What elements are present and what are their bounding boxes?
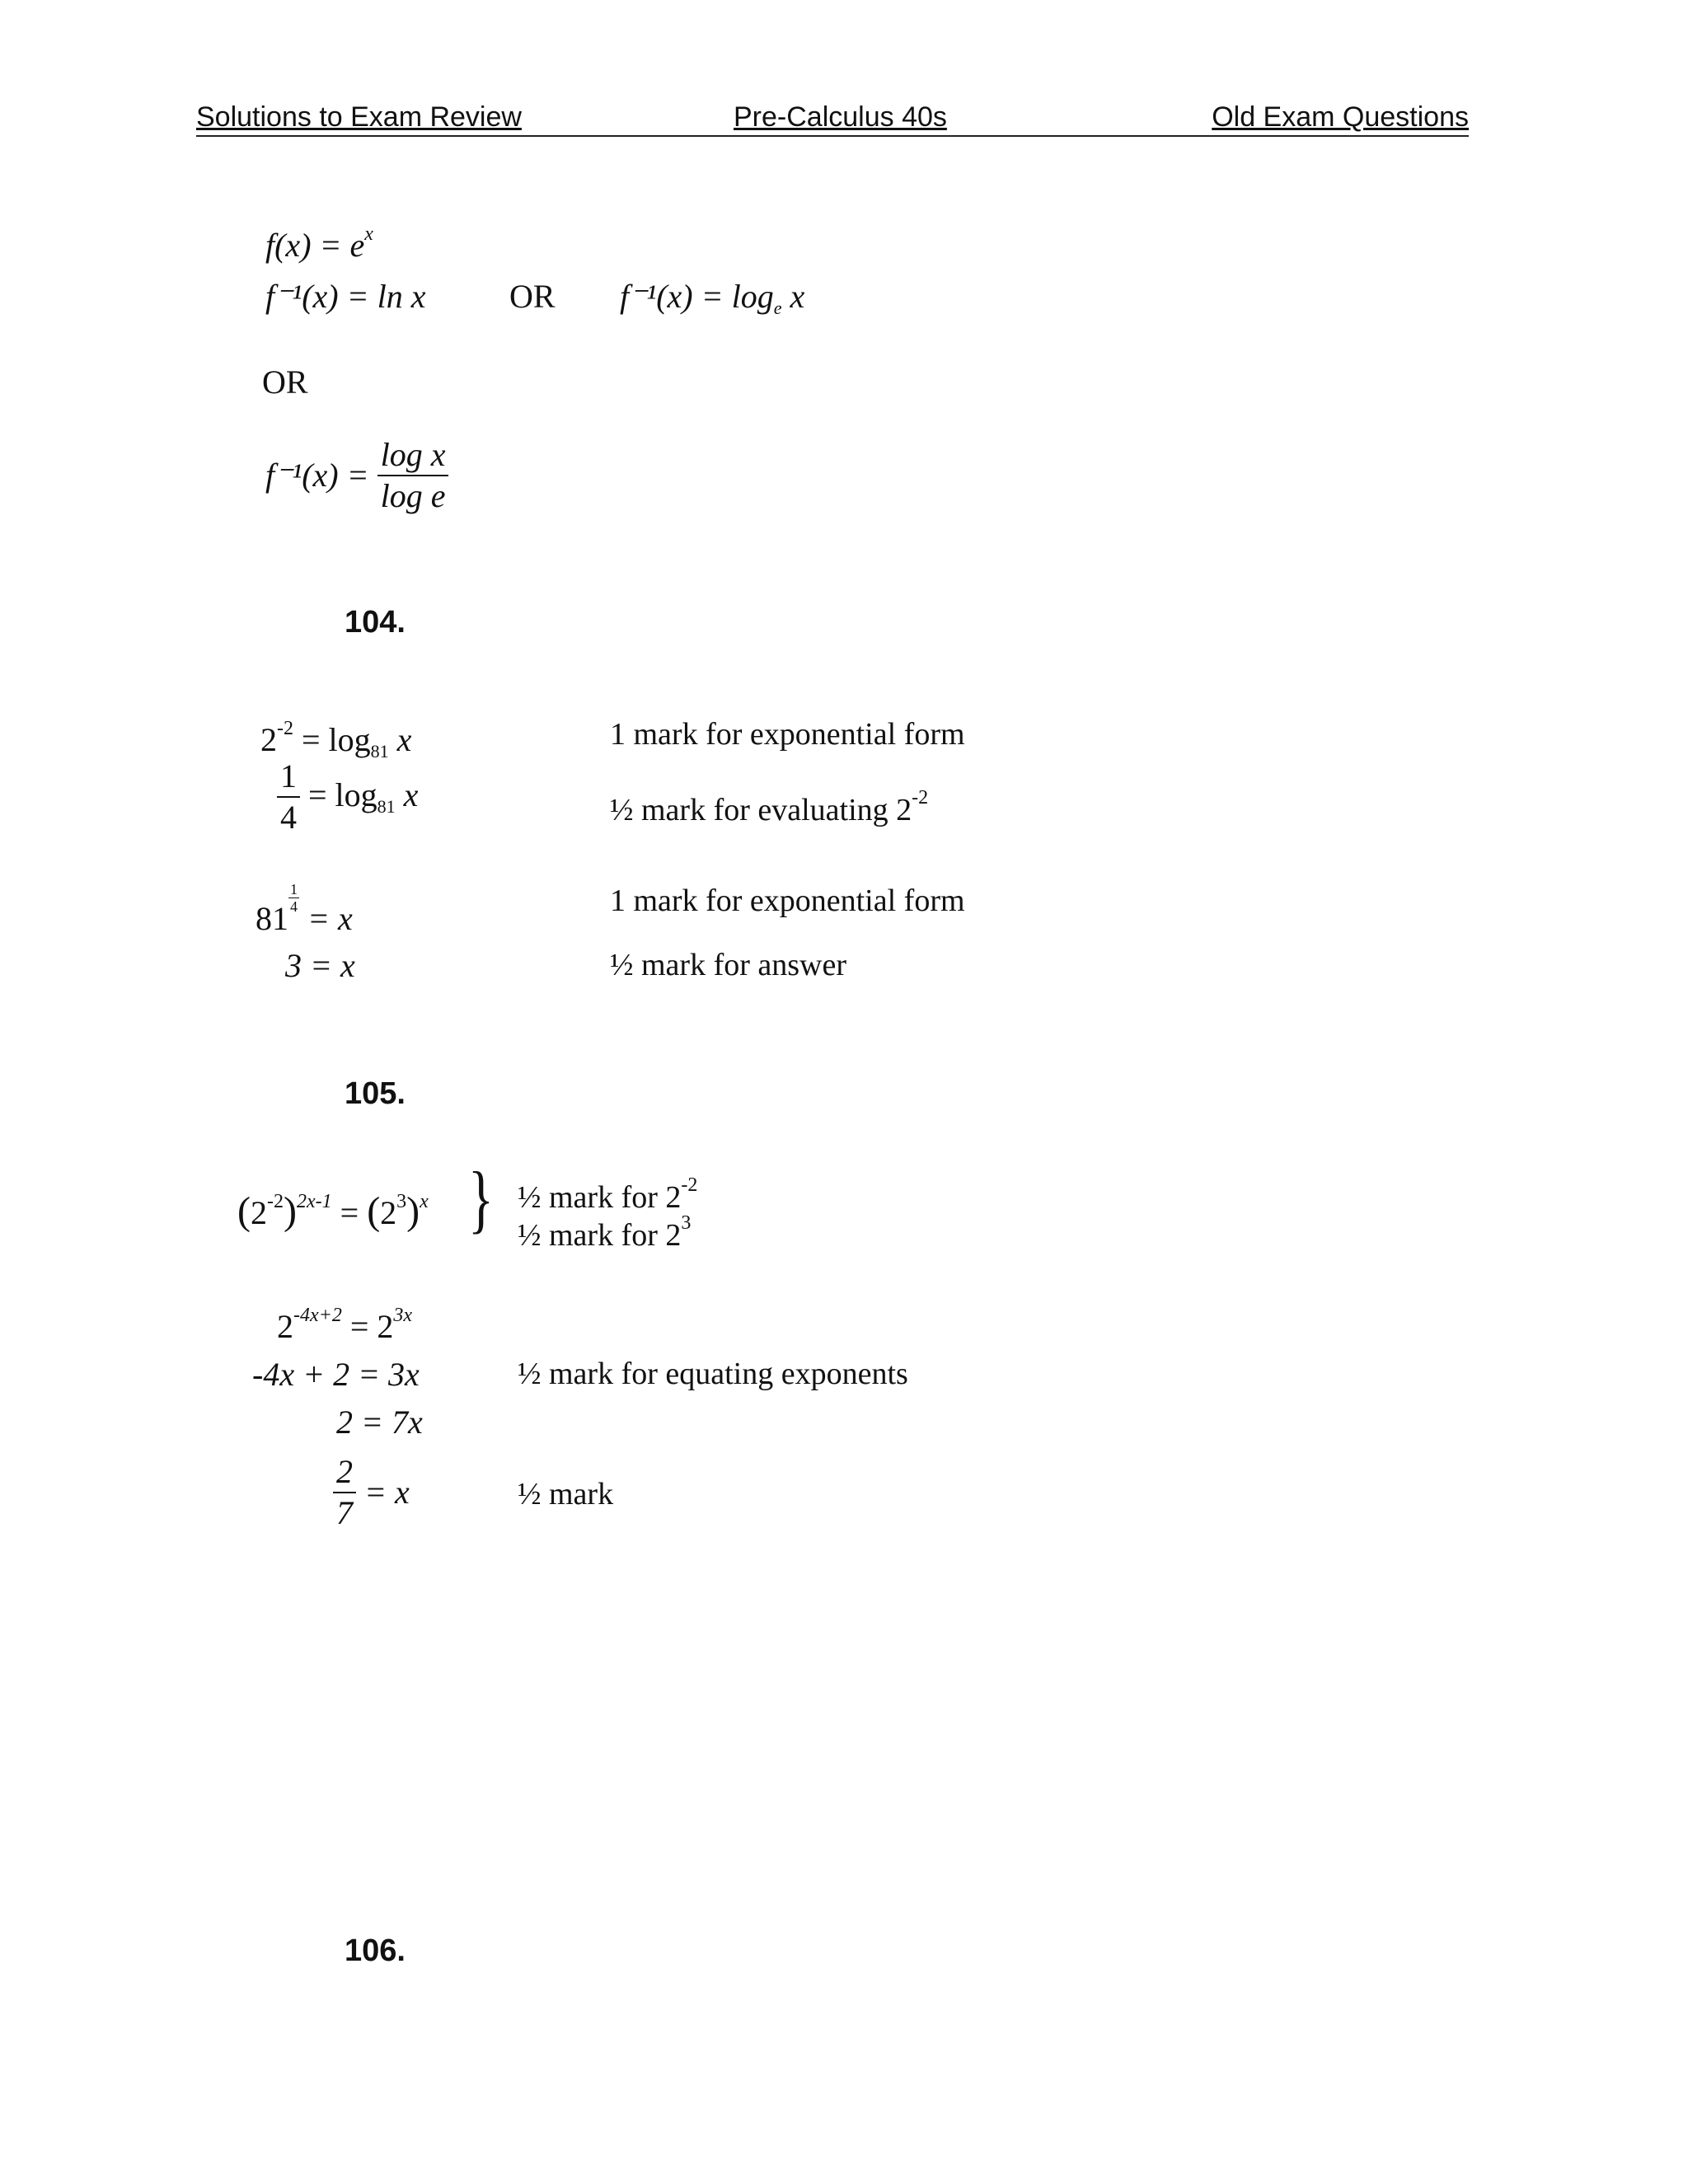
mark-note-104-4: ½ mark for answer (610, 948, 847, 982)
note-exp: 3 (681, 1212, 692, 1234)
mark-note-105-1b (518, 1213, 691, 1251)
fraction-numerator: 1 (290, 881, 298, 898)
step-104-2 (277, 757, 419, 836)
mark-note-104-1: 1 mark for exponential form (610, 717, 965, 752)
step-104-4: 3 = x (285, 947, 355, 984)
header-center: Pre-Calculus 40s (734, 101, 947, 133)
step-105-4: 2 = 7x (336, 1404, 423, 1441)
step-text: 2 (260, 721, 277, 758)
step-105-5 (333, 1455, 410, 1530)
step-exp: x (420, 1191, 429, 1212)
header-right: Old Exam Questions (1212, 101, 1469, 133)
step-text: = log (293, 721, 371, 758)
mark-note-104-3: 1 mark for exponential form (610, 883, 965, 918)
step-104-3 (256, 882, 353, 935)
fraction-numerator: log x (377, 438, 449, 476)
fraction-numerator: 2 (333, 1455, 356, 1493)
mark-note-105-5: ½ mark (518, 1477, 614, 1511)
fraction-denominator: 4 (290, 898, 298, 915)
step-exp: 3x (393, 1305, 413, 1326)
step-text: 2 (250, 1194, 267, 1231)
fraction (333, 1455, 356, 1530)
step-log-base: 81 (370, 741, 389, 762)
inverse-log-e-base: e (773, 298, 782, 318)
step-105-3: -4x + 2 = 3x (252, 1356, 420, 1393)
inverse-fraction-value (377, 438, 449, 513)
f-def-exp: x (364, 223, 373, 245)
inverse-fraction (265, 438, 448, 513)
or-label: OR (509, 278, 556, 315)
step-text: 81 (256, 900, 288, 937)
question-number-105: 105. (345, 1076, 406, 1111)
inverse-log-e-arg: x (781, 278, 805, 315)
step-exp: -2 (266, 1191, 284, 1212)
note-text: ½ mark for 2 (518, 1218, 682, 1253)
mark-note-105-1a (518, 1175, 697, 1213)
step-text: = 2 (341, 1308, 394, 1345)
note-text: ½ mark for evaluating 2 (610, 793, 912, 827)
page-header (196, 97, 1469, 137)
step-105-1 (237, 1189, 429, 1233)
step-text: = (331, 1194, 368, 1231)
step-exp: 3 (396, 1191, 407, 1212)
or-label-2: OR (262, 363, 308, 401)
note-text: ½ mark for 2 (518, 1180, 682, 1215)
f-definition (265, 224, 373, 262)
step-paren: ) (283, 1189, 297, 1233)
step-exp: -2 (277, 718, 293, 739)
step-text: = x (299, 900, 353, 937)
note-exp: -2 (912, 787, 929, 808)
fraction (277, 757, 300, 836)
step-log-base: 81 (377, 795, 396, 817)
fraction-numerator: 1 (277, 760, 300, 798)
question-number-106: 106. (345, 1933, 406, 1968)
note-exp: -2 (681, 1174, 698, 1196)
header-left: Solutions to Exam Review (196, 101, 522, 133)
step-text: x (395, 776, 419, 813)
inverse-log-e-text: f⁻¹(x) = log (620, 278, 774, 315)
step-105-2 (277, 1305, 412, 1343)
fraction-denominator: log e (380, 477, 446, 514)
step-exp: -4x+2 (293, 1305, 342, 1326)
mark-note-105-3: ½ mark for equating exponents (518, 1357, 908, 1391)
inverse-log-e (620, 280, 804, 317)
step-text: x (388, 721, 412, 758)
step-104-1 (260, 719, 411, 761)
inverse-fraction-lhs: f⁻¹(x) = (265, 457, 369, 494)
step-text: 2 (277, 1308, 293, 1345)
step-paren: ( (237, 1189, 251, 1233)
mark-note-104-2 (610, 788, 928, 826)
step-frac-exp (288, 882, 299, 914)
step-paren: ) (406, 1189, 420, 1233)
question-number-104: 104. (345, 605, 406, 640)
f-def-text: f(x) = e (265, 227, 365, 264)
step-text: = log (300, 776, 377, 813)
inverse-ln: f⁻¹(x) = ln x (265, 278, 426, 315)
fraction-denominator: 4 (280, 799, 297, 836)
fraction-denominator: 7 (336, 1494, 353, 1531)
step-text: = x (356, 1474, 410, 1511)
grouping-brace: } (468, 1156, 494, 1240)
step-paren: ( (367, 1189, 381, 1233)
step-text: 2 (380, 1194, 397, 1231)
step-exp: 2x-1 (296, 1191, 332, 1212)
